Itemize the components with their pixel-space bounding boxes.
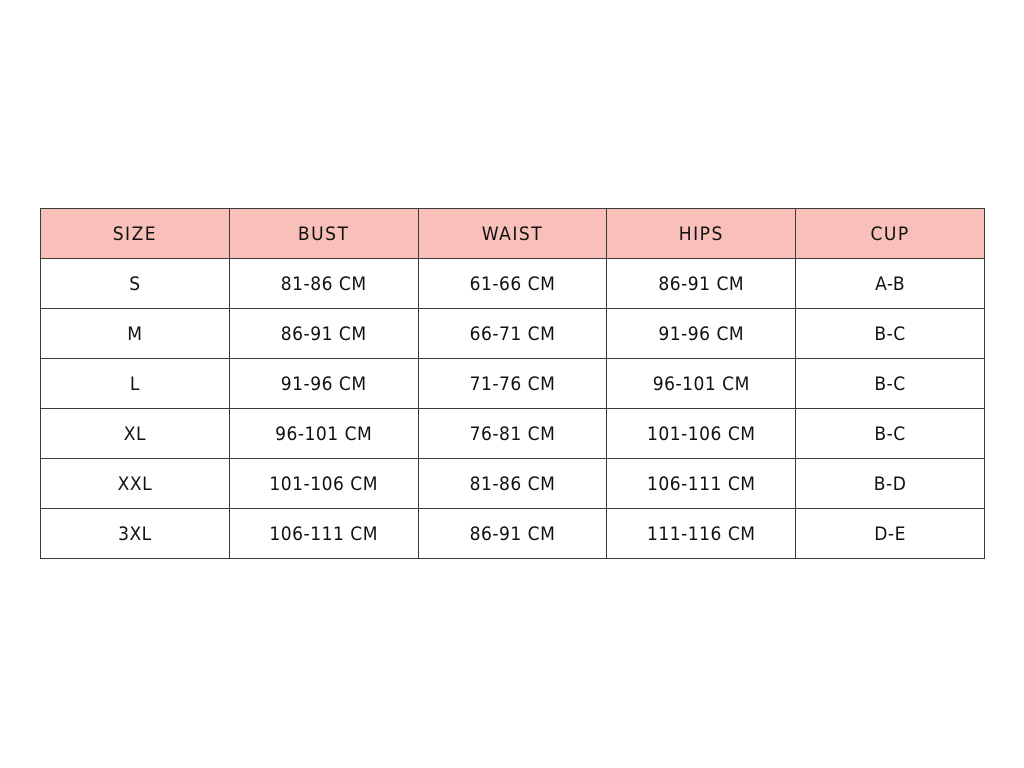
size-cell: S	[41, 259, 230, 309]
size-cell: XL	[41, 409, 230, 459]
bust-cell: 96-101 CM	[229, 409, 418, 459]
table-row	[41, 359, 985, 409]
bust-cell: 81-86 CM	[229, 259, 418, 309]
table-row	[41, 309, 985, 359]
cup-cell: A-B	[796, 259, 985, 309]
header-hips: HIPS	[607, 209, 796, 259]
cup-cell: B-C	[796, 309, 985, 359]
header-cup: CUP	[796, 209, 985, 259]
hips-cell: 86-91 CM	[607, 259, 796, 309]
bust-cell: 86-91 CM	[229, 309, 418, 359]
table-row	[41, 509, 985, 559]
bust-cell: 106-111 CM	[229, 509, 418, 559]
waist-cell: 61-66 CM	[418, 259, 607, 309]
hips-cell: 91-96 CM	[607, 309, 796, 359]
hips-cell: 111-116 CM	[607, 509, 796, 559]
hips-cell: 106-111 CM	[607, 459, 796, 509]
header-row	[41, 209, 985, 259]
size-chart-table	[40, 208, 985, 559]
bust-cell: 101-106 CM	[229, 459, 418, 509]
table-row	[41, 409, 985, 459]
hips-cell: 96-101 CM	[607, 359, 796, 409]
bust-cell: 91-96 CM	[229, 359, 418, 409]
table-row	[41, 459, 985, 509]
table-row	[41, 259, 985, 309]
size-cell: L	[41, 359, 230, 409]
hips-cell: 101-106 CM	[607, 409, 796, 459]
waist-cell: 86-91 CM	[418, 509, 607, 559]
cup-cell: B-C	[796, 409, 985, 459]
waist-cell: 76-81 CM	[418, 409, 607, 459]
cup-cell: B-D	[796, 459, 985, 509]
waist-cell: 66-71 CM	[418, 309, 607, 359]
size-cell: 3XL	[41, 509, 230, 559]
header-bust: BUST	[229, 209, 418, 259]
size-cell: M	[41, 309, 230, 359]
header-size: SIZE	[41, 209, 230, 259]
size-cell: XXL	[41, 459, 230, 509]
waist-cell: 71-76 CM	[418, 359, 607, 409]
cup-cell: B-C	[796, 359, 985, 409]
header-waist: WAIST	[418, 209, 607, 259]
waist-cell: 81-86 CM	[418, 459, 607, 509]
cup-cell: D-E	[796, 509, 985, 559]
